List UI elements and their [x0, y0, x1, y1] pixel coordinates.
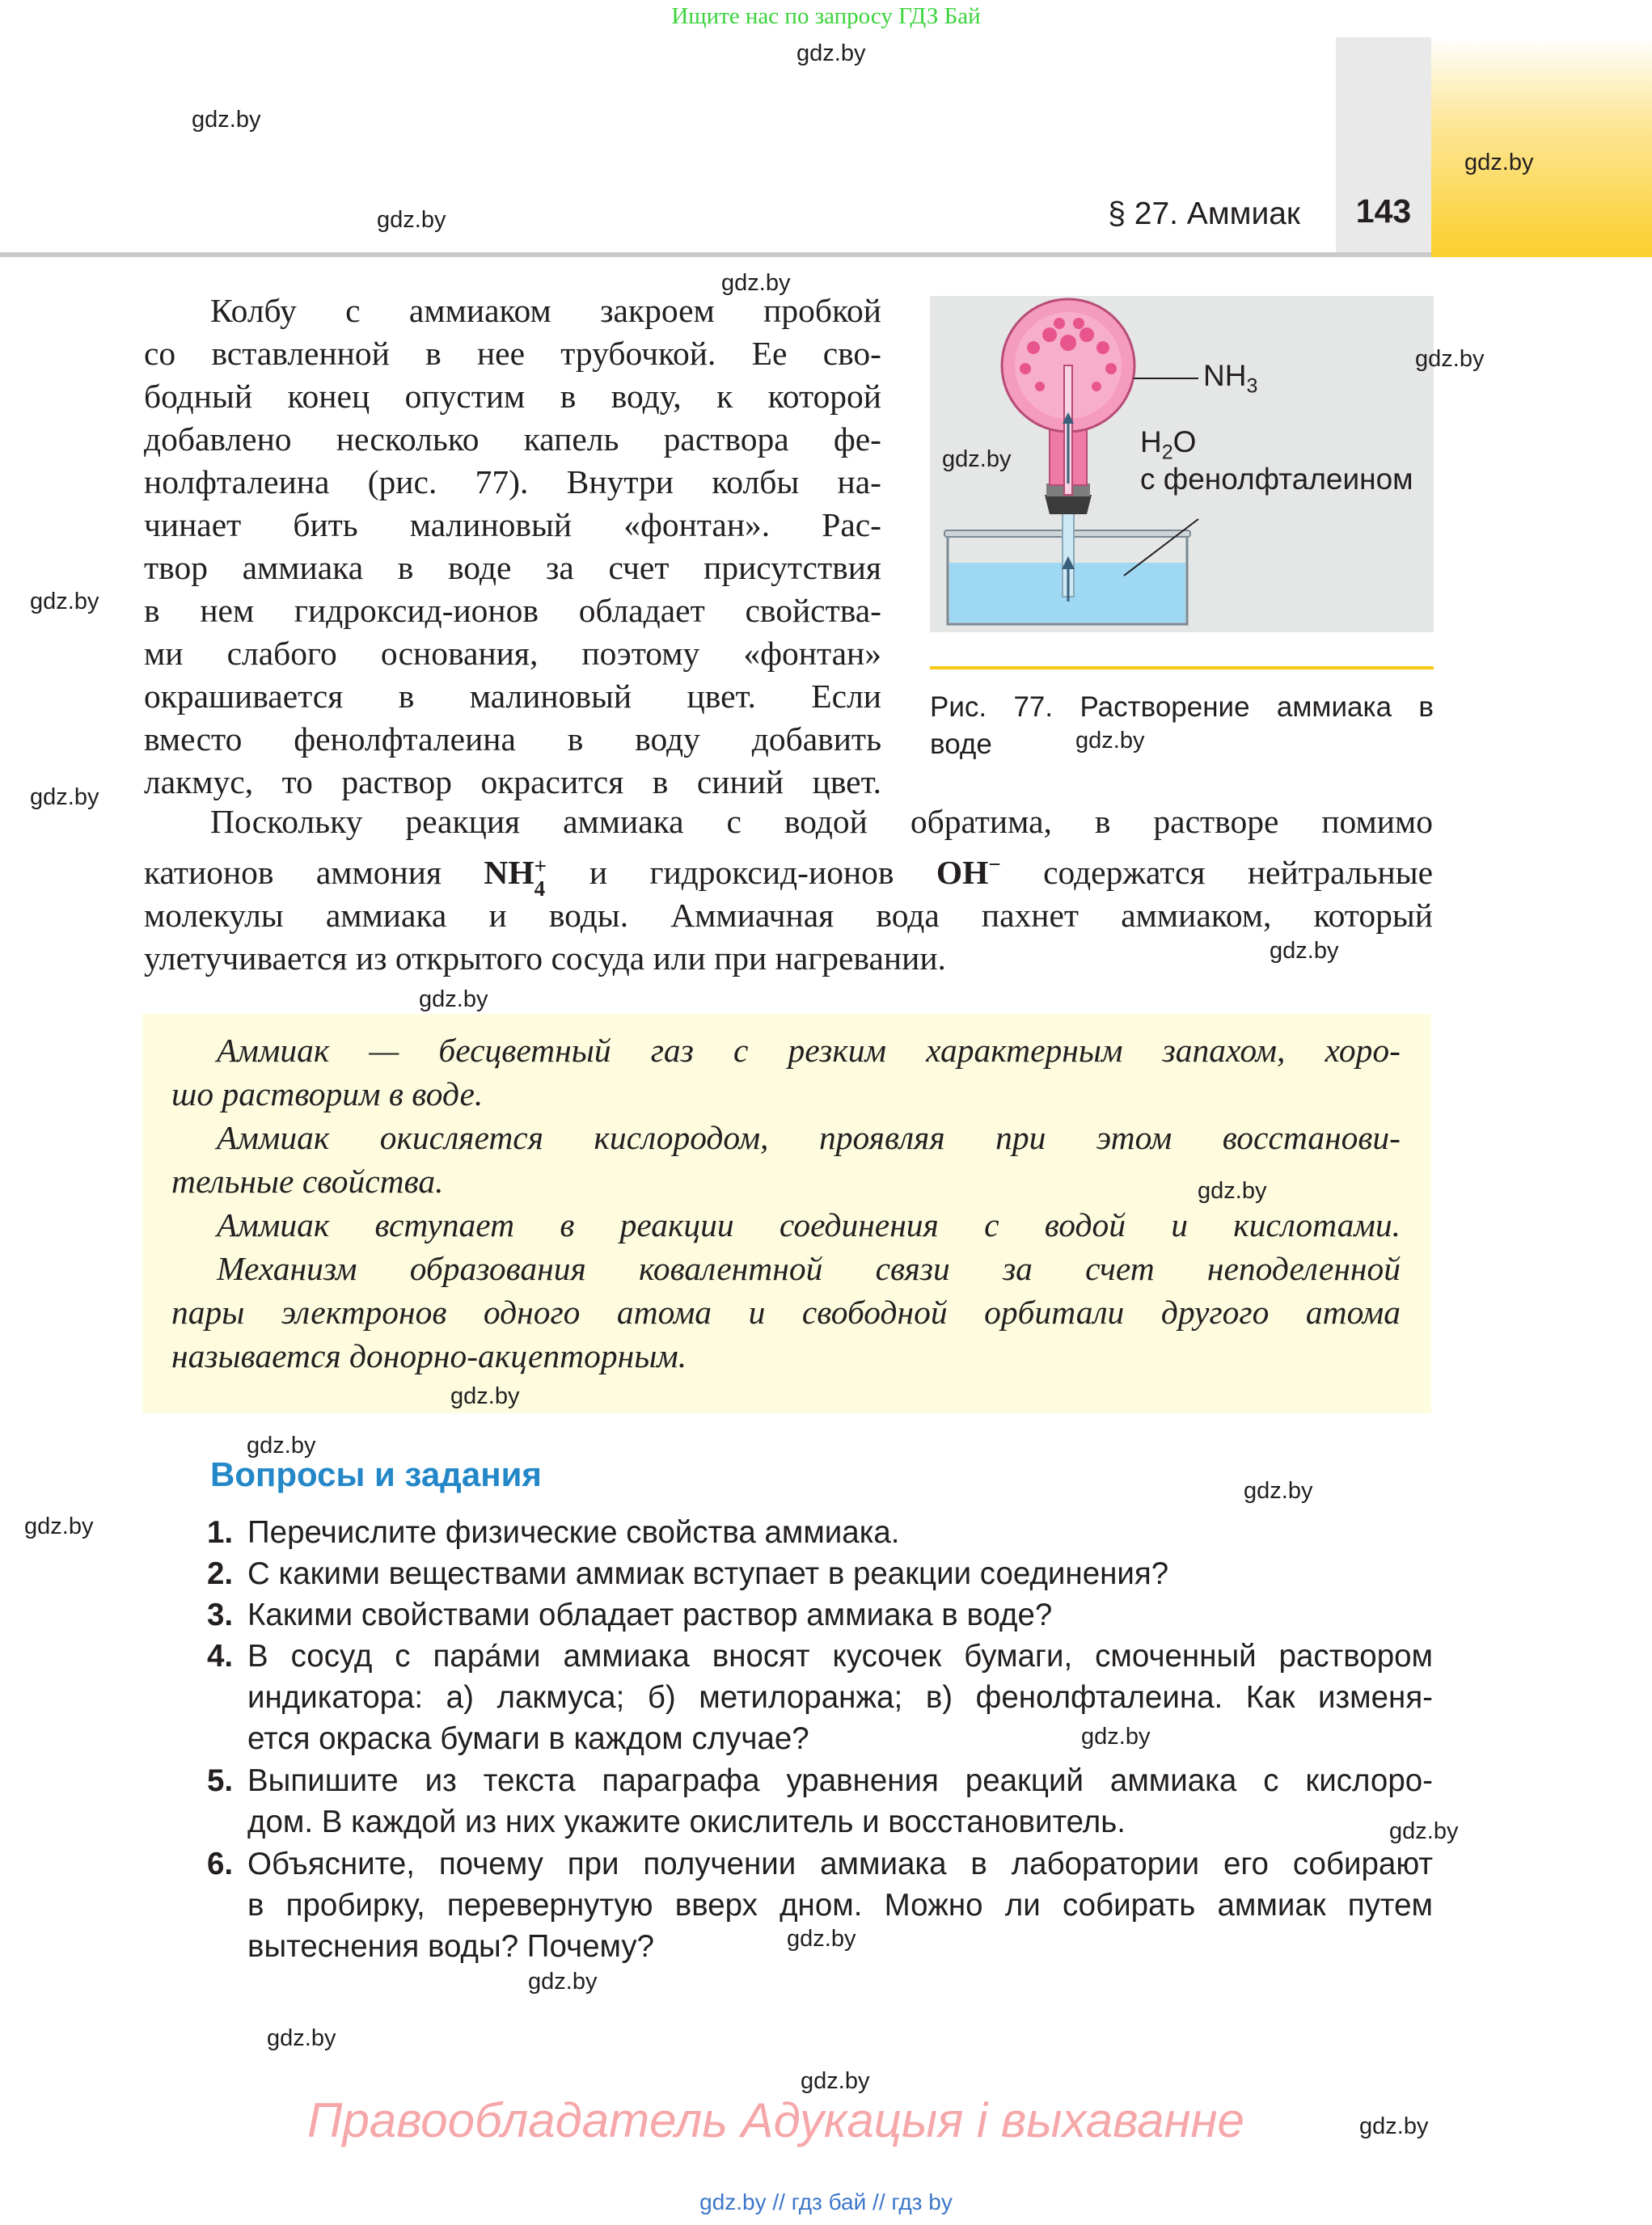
text-line: Колбу с аммиаком закроем пробкой	[210, 292, 881, 329]
page-number: 143	[1355, 192, 1412, 230]
question-line: ется окраска бумаги в каждом случае?	[247, 1721, 809, 1756]
question-line: Объясните, почему при получении аммиака в лаборатории его собирают	[247, 1847, 1433, 1881]
watermark: gdz.by	[192, 107, 261, 133]
summary-line: тельные свойства.	[171, 1163, 444, 1200]
question-number: 2.	[207, 1556, 234, 1591]
summary-line: Механизм образования ковалентной связи за счет неподеленной	[217, 1250, 1401, 1287]
question-1	[207, 1512, 1433, 1553]
watermark: gdz.by	[24, 1514, 94, 1539]
question-line: в пробирку, перевернутую вверх дном. Можно ли собирать аммиак путем	[247, 1888, 1433, 1923]
ammonium-ion: NH	[484, 853, 534, 891]
summary-line: пары электронов одного атома и свободной орбитали другого атома	[171, 1294, 1401, 1331]
paragraph-fountain	[144, 289, 881, 804]
watermark: gdz.by	[787, 1926, 856, 1952]
question-line: дом. В каждой из них укажите окислитель и восстановитель.	[247, 1805, 1126, 1839]
summary-line: шо растворим в воде.	[171, 1075, 484, 1112]
question-line: Перечислите физические свойства аммиака.	[247, 1515, 900, 1550]
text-line: молекулы аммиака и воды. Аммиачная вода пахнет аммиаком, который	[144, 896, 1433, 934]
question-line: Какими свойствами обладает раствор аммиака в воде?	[247, 1598, 1053, 1632]
caption-line: воде	[930, 728, 992, 760]
watermark: gdz.by	[1270, 938, 1339, 964]
rightholder-notice: Правообладатель Адукацыя і выхаванне	[307, 2093, 1244, 2147]
summary-line: Аммиак окисляется кислородом, проявляя при этом восстанови-	[217, 1119, 1401, 1156]
watermark: gdz.by	[267, 2025, 336, 2051]
watermark: gdz.by	[419, 986, 488, 1012]
question-number: 3.	[207, 1598, 234, 1632]
watermark: gdz.by	[1081, 1724, 1151, 1750]
watermark: gdz.by	[1464, 150, 1534, 175]
watermark: gdz.by	[801, 2068, 870, 2094]
text-line: улетучивается из открытого сосуда или при нагревании.	[144, 939, 946, 977]
question-5	[207, 1760, 1433, 1843]
watermark: gdz.by	[1244, 1478, 1313, 1504]
paragraph-equilibrium	[144, 800, 1433, 980]
text-line: добавлено несколько капель раствора фе-	[144, 420, 881, 458]
text-line: нолфталеина (рис. 77). Внутри колбы на-	[144, 463, 881, 500]
corner-gradient	[1431, 37, 1652, 257]
question-line: В сосуд с пара́ми аммиака вносят кусочек бумаги, смоченный раствором	[247, 1639, 1433, 1674]
caption-line: Рис. 77. Растворение аммиака в	[930, 691, 1434, 723]
text-line: катионов аммония NH + 4 и гидроксид-ионов OH− содержатся нейтральные	[144, 852, 1434, 901]
question-number: 4.	[207, 1639, 234, 1674]
watermark: gdz.by	[721, 270, 791, 296]
label-nh3: $NH_3$	[1203, 359, 1258, 398]
watermark: gdz.by	[30, 589, 99, 614]
watermark: gdz.by	[1075, 728, 1145, 754]
summary-line: Аммиак — бесцветный газ с резким характерным запахом, хоро-	[217, 1032, 1401, 1069]
label-phenolphthalein: с фенолфталеином	[1140, 462, 1413, 496]
summary-line: называется донорно-акцепторным.	[171, 1337, 687, 1374]
text-line: ми слабого основания, поэтому «фонтан»	[144, 635, 881, 672]
question-3	[207, 1594, 1433, 1636]
text-line: чинает бить малиновый «фонтан». Рас-	[144, 506, 881, 543]
text-line: окрашивается в малиновый цвет. Если	[144, 678, 881, 715]
watermark: gdz.by	[1389, 1818, 1459, 1844]
watermark: gdz.by	[247, 1433, 316, 1459]
section-title: § 27. Аммиак	[1108, 196, 1300, 231]
watermark: gdz.by	[528, 1969, 598, 1995]
watermark: gdz.by	[1198, 1178, 1267, 1204]
text-line: бодный конец опустим в воду, к которой	[144, 378, 881, 415]
watermark: gdz.by	[377, 207, 446, 233]
text-line: твор аммиака в воде за счет присутствия	[144, 549, 881, 586]
question-2	[207, 1553, 1433, 1594]
question-line: Выпишите из текста параграфа уравнения реакций аммиака с кислоро-	[247, 1763, 1433, 1798]
question-number: 6.	[207, 1847, 234, 1881]
footer-links[interactable]: gdz.by // гдз бай // гдз by	[699, 2189, 953, 2214]
text-line: лакмус, то раствор окрасится в синий цвет.	[144, 763, 881, 800]
watermark: gdz.by	[450, 1383, 520, 1409]
watermark: gdz.by	[30, 784, 99, 810]
top-banner: Ищите нас по запросу ГДЗ Бай	[671, 3, 981, 29]
question-number: 1.	[207, 1515, 234, 1550]
text-line: со вставленной в нее трубочкой. Ее сво-	[144, 335, 881, 372]
text-line: вместо фенолфталеина в воду добавить	[144, 720, 881, 758]
question-line: вытеснения воды? Почему?	[247, 1929, 655, 1964]
label-h2o: $H_2O$	[1140, 425, 1197, 464]
question-4	[207, 1636, 1433, 1759]
summary-line: Аммиак вступает в реакции соединения с водой и кислотами.	[217, 1206, 1401, 1243]
watermark: gdz.by	[1359, 2113, 1429, 2139]
watermark: gdz.by	[942, 446, 1012, 472]
watermark: gdz.by	[796, 40, 866, 66]
figure-caption	[930, 689, 1434, 763]
question-line: С какими веществами аммиак вступает в реакции соединения?	[247, 1556, 1169, 1591]
question-line: индикатора: а) лакмуса; б) метилоранжа; в) фенолфталеина. Как изменя-	[247, 1680, 1433, 1715]
header-rule	[0, 252, 1431, 257]
hydroxide-ion: OH−	[936, 852, 1001, 891]
questions-heading: Вопросы и задания	[210, 1455, 542, 1493]
figure-caption-rule	[930, 666, 1434, 669]
question-number: 5.	[207, 1763, 234, 1798]
watermark: gdz.by	[1415, 346, 1485, 372]
text-line: Поскольку реакция аммиака с водой обратима, в растворе помимо	[210, 803, 1433, 840]
text-line: в нем гидроксид-ионов обладает свойства-	[144, 592, 881, 629]
